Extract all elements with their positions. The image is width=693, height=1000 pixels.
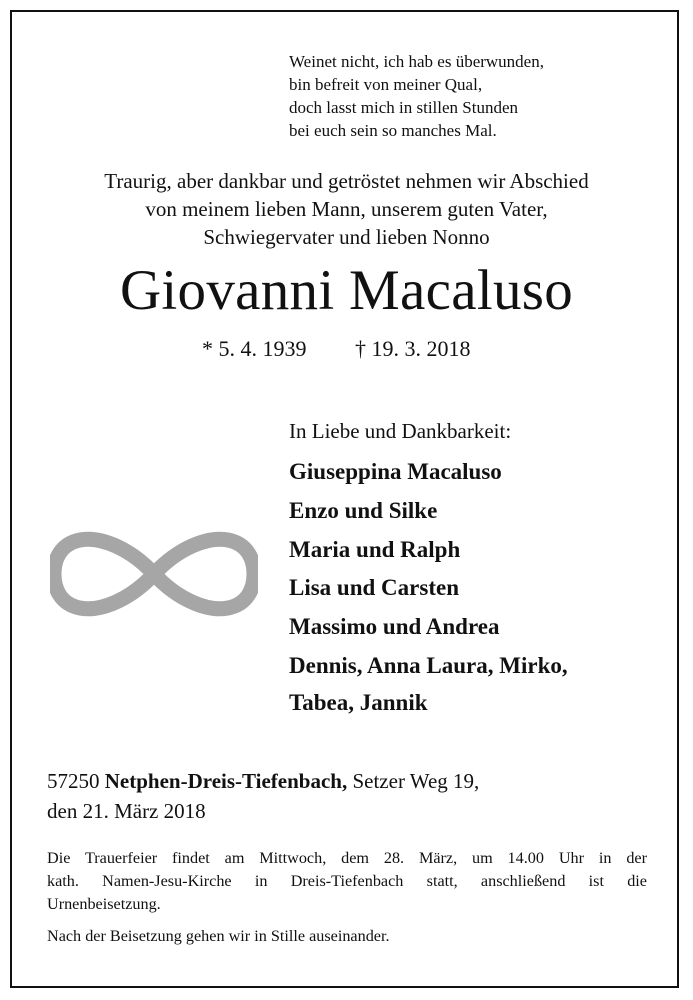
ceremony-line: Urnenbeisetzung. xyxy=(47,895,161,913)
mourner-name: Dennis, Anna Laura, Mirko, xyxy=(289,652,568,678)
mourner-name: Maria und Ralph xyxy=(289,536,461,562)
address-line xyxy=(47,766,479,796)
mourners-label: In Liebe und Dankbarkeit: xyxy=(289,419,512,443)
intro-line: Schwiegervater und lieben Nonno xyxy=(203,225,490,249)
poem xyxy=(289,50,544,142)
town: Netphen-Dreis-Tiefenbach, xyxy=(104,769,348,793)
death-date: † 19. 3. 2018 xyxy=(355,336,471,361)
poem-line: doch lasst mich in stillen Stunden xyxy=(289,98,519,117)
postcode: 57250 xyxy=(47,769,100,793)
mourner-name: Lisa und Carsten xyxy=(289,575,459,601)
intro-text xyxy=(12,167,681,251)
ceremony-line: Die Trauerfeier findet am Mittwoch, dem 28. März, um 14.00 Uhr in der xyxy=(47,849,647,867)
ceremony-line: kath. Namen-Jesu-Kirche in Dreis-Tiefenbach statt, anschließend ist die xyxy=(47,872,647,890)
mourners-list xyxy=(289,453,568,720)
mourner-name: Massimo und Andrea xyxy=(289,614,500,640)
deceased-name: Giovanni Macaluso xyxy=(119,259,574,322)
mourner-name: Giuseppina Macaluso xyxy=(289,459,502,484)
street: Setzer Weg 19, xyxy=(352,769,480,793)
poem-line: bin befreit von meiner Qual, xyxy=(289,75,483,94)
poem-line: Weinet nicht, ich hab es überwunden, xyxy=(289,52,544,71)
poem-line: bei euch sein so manches Mal. xyxy=(289,121,497,140)
intro-line: Traurig, aber dankbar und getröstet nehmen wir Abschied xyxy=(104,169,589,193)
address-block xyxy=(47,766,479,826)
infinity-shape xyxy=(54,539,254,609)
mourner-name: Tabea, Jannik xyxy=(289,689,428,715)
closing-note: Nach der Beisetzung gehen wir in Stille auseinander. xyxy=(47,927,390,945)
date-line: den 21. März 2018 xyxy=(47,799,206,823)
intro-line: von meinem lieben Mann, unserem guten Vater, xyxy=(145,197,548,221)
mourner-name: Enzo und Silke xyxy=(289,497,438,523)
infinity-icon xyxy=(50,528,258,620)
ceremony-info xyxy=(47,847,647,916)
birth-date: * 5. 4. 1939 xyxy=(202,336,307,361)
